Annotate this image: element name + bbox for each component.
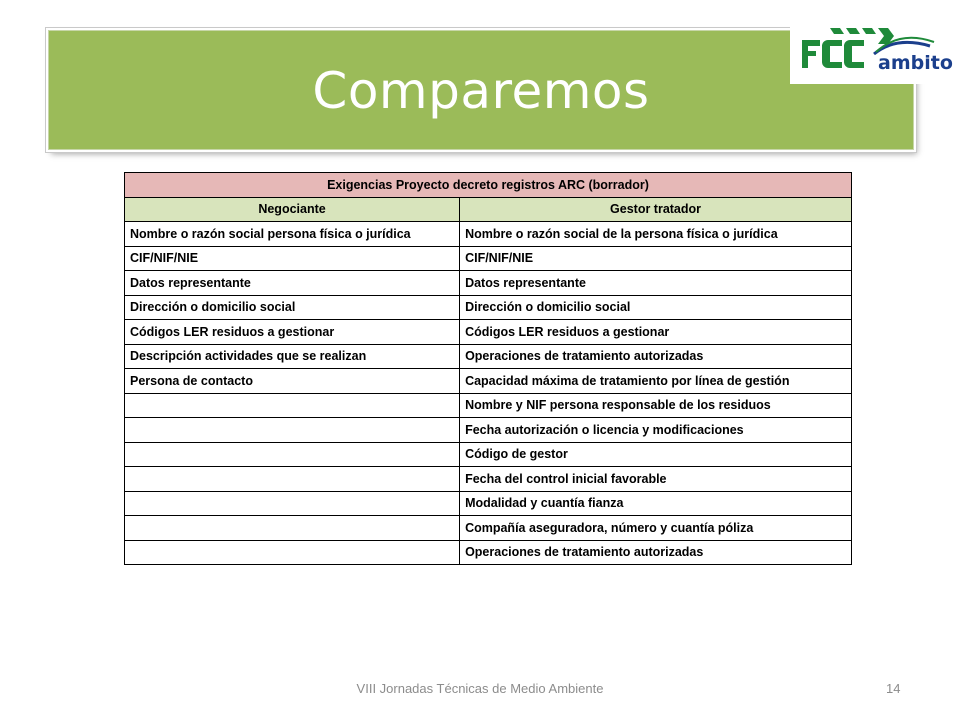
cell-negociante [125, 540, 460, 565]
table-row [125, 246, 852, 271]
cell-gestor-tratador: Dirección o domicilio social [460, 295, 852, 320]
cell-negociante [125, 516, 460, 541]
table-row [125, 491, 852, 516]
cell-negociante: Códigos LER residuos a gestionar [125, 320, 460, 345]
cell-negociante: Descripción actividades que se realizan [125, 344, 460, 369]
table-row [125, 442, 852, 467]
cell-negociante [125, 491, 460, 516]
table-header-row [125, 197, 852, 222]
cell-gestor-tratador: Nombre y NIF persona responsable de los residuos [460, 393, 852, 418]
cell-negociante: Dirección o domicilio social [125, 295, 460, 320]
column-header-gestor-tratador: Gestor tratador [460, 197, 852, 222]
comparison-table [124, 172, 852, 565]
cell-negociante: Persona de contacto [125, 369, 460, 394]
cell-gestor-tratador: Nombre o razón social de la persona física o jurídica [460, 222, 852, 247]
table-row [125, 295, 852, 320]
table-row [125, 467, 852, 492]
table-row [125, 344, 852, 369]
cell-gestor-tratador: Datos representante [460, 271, 852, 296]
slide-number: 14 [886, 681, 901, 696]
slide-title: Comparemos [312, 62, 650, 120]
table-row [125, 540, 852, 565]
cell-negociante [125, 467, 460, 492]
table-row [125, 271, 852, 296]
cell-negociante [125, 418, 460, 443]
cell-negociante: Datos representante [125, 271, 460, 296]
cell-negociante: Nombre o razón social persona física o jurídica [125, 222, 460, 247]
cell-gestor-tratador: Compañía aseguradora, número y cuantía póliza [460, 516, 852, 541]
cell-gestor-tratador: Códigos LER residuos a gestionar [460, 320, 852, 345]
cell-gestor-tratador: Operaciones de tratamiento autorizadas [460, 344, 852, 369]
cell-negociante [125, 393, 460, 418]
footer-text: VIII Jornadas Técnicas de Medio Ambiente [356, 681, 604, 696]
cell-gestor-tratador: Operaciones de tratamiento autorizadas [460, 540, 852, 565]
table-row [125, 369, 852, 394]
table-row [125, 418, 852, 443]
cell-gestor-tratador: Modalidad y cuantía fianza [460, 491, 852, 516]
fcc-ambito-logo [790, 24, 953, 84]
table-title-row [125, 173, 852, 198]
logo-ambito-text: ambito [878, 52, 953, 74]
cell-gestor-tratador: Capacidad máxima de tratamiento por línea de gestión [460, 369, 852, 394]
table-row [125, 320, 852, 345]
cell-gestor-tratador: Fecha del control inicial favorable [460, 467, 852, 492]
cell-gestor-tratador: Fecha autorización o licencia y modificaciones [460, 418, 852, 443]
cell-gestor-tratador: Código de gestor [460, 442, 852, 467]
table-title: Exigencias Proyecto decreto registros ARC (borrador) [125, 173, 852, 198]
table-row [125, 222, 852, 247]
cell-negociante: CIF/NIF/NIE [125, 246, 460, 271]
cell-negociante [125, 442, 460, 467]
cell-gestor-tratador: CIF/NIF/NIE [460, 246, 852, 271]
table-row [125, 516, 852, 541]
column-header-negociante: Negociante [125, 197, 460, 222]
table-row [125, 393, 852, 418]
title-banner [48, 30, 914, 150]
